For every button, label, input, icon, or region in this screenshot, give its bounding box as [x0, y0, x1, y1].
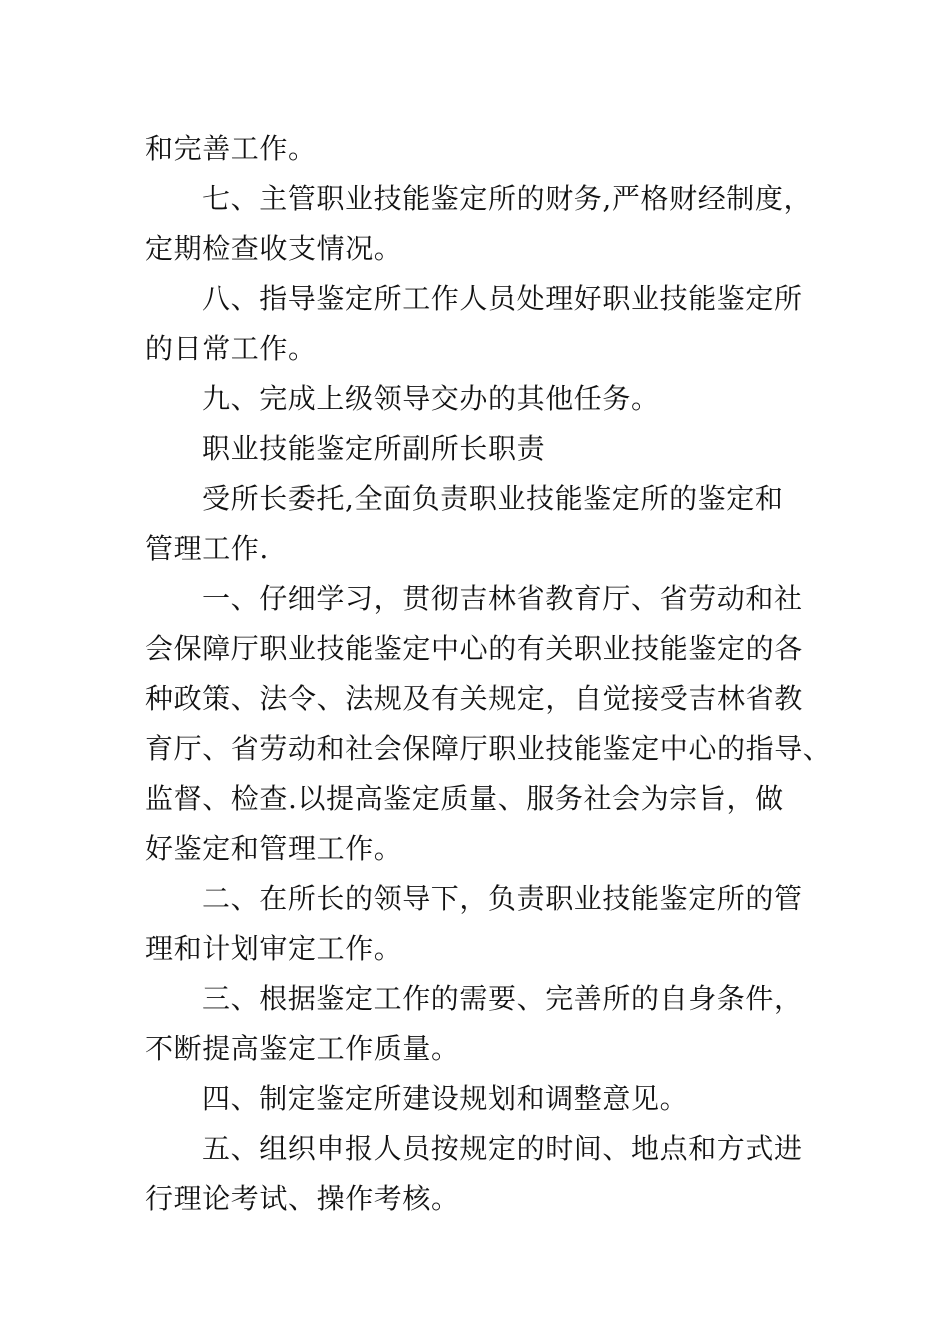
text-line: 和完善工作。	[145, 132, 317, 165]
paragraph-first-line: 九、完成上级领导交办的其他任务。	[202, 382, 660, 415]
paragraph-first-line: 一、仔细学习，贯彻吉林省教育厅、省劳动和社	[202, 582, 803, 615]
text-line: 会保障厅职业技能鉴定中心的有关职业技能鉴定的各	[145, 632, 803, 665]
text-line: 种政策、法令、法规及有关规定，自觉接受吉林省教	[145, 682, 803, 715]
text-line: 管理工作.	[145, 532, 269, 565]
section-heading: 职业技能鉴定所副所长职责	[202, 432, 546, 465]
text-line: 行理论考试、操作考核。	[145, 1182, 460, 1215]
text-line: 理和计划审定工作。	[145, 932, 403, 965]
paragraph-first-line: 二、在所长的领导下，负责职业技能鉴定所的管	[202, 882, 803, 915]
paragraph-first-line: 受所长委托,全面负责职业技能鉴定所的鉴定和	[202, 482, 784, 515]
text-line: 不断提高鉴定工作质量。	[145, 1032, 460, 1065]
text-line: 定期检查收支情况。	[145, 232, 403, 265]
text-line: 好鉴定和管理工作。	[145, 832, 403, 865]
text-line: 育厅、省劳动和社会保障厅职业技能鉴定中心的指导、	[145, 732, 832, 765]
paragraph-first-line: 四、制定鉴定所建设规划和调整意见。	[202, 1082, 689, 1115]
paragraph-first-line: 七、主管职业技能鉴定所的财务,严格财经制度，	[202, 182, 813, 215]
document-body	[145, 124, 832, 1224]
text-line: 监督、检查.以提高鉴定质量、服务社会为宗旨，做	[145, 782, 784, 815]
text-line: 的日常工作。	[145, 332, 317, 365]
paragraph-first-line: 五、组织申报人员按规定的时间、地点和方式进	[202, 1132, 803, 1165]
paragraph-first-line: 三、根据鉴定工作的需要、完善所的自身条件，	[202, 982, 803, 1015]
paragraph-first-line: 八、指导鉴定所工作人员处理好职业技能鉴定所	[202, 282, 803, 315]
